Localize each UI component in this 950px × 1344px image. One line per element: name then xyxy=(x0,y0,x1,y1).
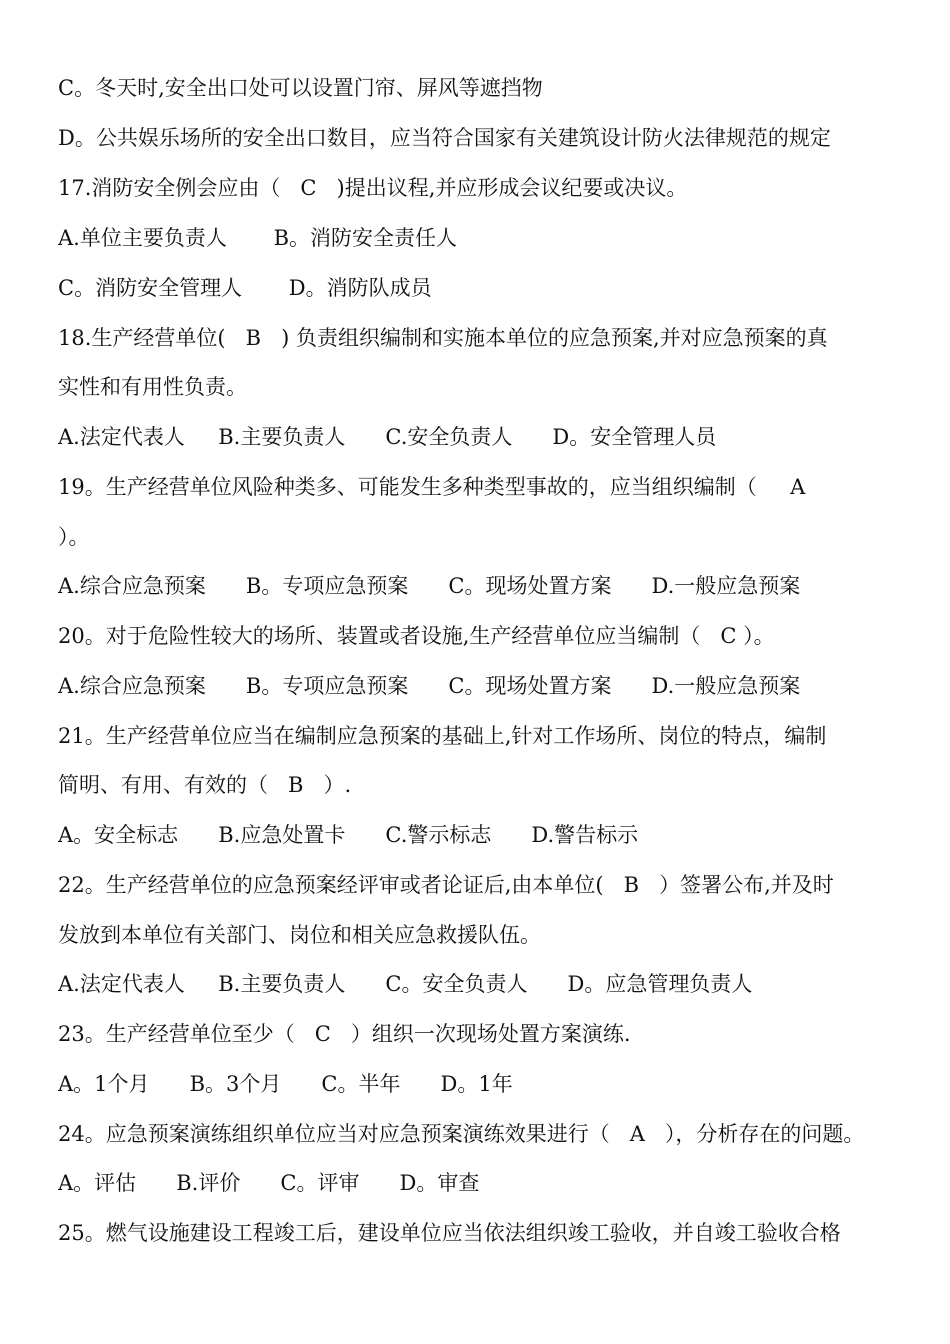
question-24: 24。应急预案演练组织单位应当对应急预案演练效果进行（ A ），分析存在的问题。 xyxy=(58,1122,865,1146)
question-21: 21。生产经营单位应当在编制应急预案的基础上,针对工作场所、岗位的特点，编制 xyxy=(58,724,827,748)
options-17-c-d: C。消防安全管理人 D。消防队成员 xyxy=(58,276,432,300)
options-19: A.综合应急预案 B。专项应急预案 C。现场处置方案 D.一般应急预案 xyxy=(58,574,801,598)
question-17: 17.消防安全例会应由（ C )提出议程,并应形成会议纪要或决议。 xyxy=(58,176,688,200)
question-18-cont: 实性和有用性负责。 xyxy=(58,375,247,399)
options-20: A.综合应急预案 B。专项应急预案 C。现场处置方案 D.一般应急预案 xyxy=(58,674,801,698)
question-19: 19。生产经营单位风险种类多、可能发生多种类型事故的，应当组织编制（ A xyxy=(58,475,806,499)
question-18: 18.生产经营单位( B ) 负责组织编制和实施本单位的应急预案,并对应急预案的真 xyxy=(58,326,828,350)
options-18: A.法定代表人 B.主要负责人 C.安全负责人 D。安全管理人员 xyxy=(58,425,717,449)
question-22: 22。生产经营单位的应急预案经评审或者论证后,由本单位( B ）签署公布,并及时 xyxy=(58,873,834,897)
question-23: 23。生产经营单位至少（ C ）组织一次现场处置方案演练. xyxy=(58,1022,631,1046)
options-21: A。安全标志 B.应急处置卡 C.警示标志 D.警告标示 xyxy=(58,823,639,847)
question-21-cont: 简明、有用、有效的（ B ）. xyxy=(58,773,352,797)
options-17-a-b: A.单位主要负责人 B。消防安全责任人 xyxy=(58,226,457,250)
question-20: 20。对于危险性较大的场所、装置或者设施,生产经营单位应当编制（ C ）。 xyxy=(58,624,775,648)
question-25: 25。燃气设施建设工程竣工后，建设单位应当依法组织竣工验收，并自竣工验收合格 xyxy=(58,1221,841,1245)
options-22: A.法定代表人 B.主要负责人 C。安全负责人 D。应急管理负责人 xyxy=(58,972,753,996)
options-23: A。1个月 B。3个月 C。半年 D。1年 xyxy=(58,1072,513,1096)
text-line-2: D。公共娱乐场所的安全出口数目，应当符合国家有关建筑设计防火法律规范的规定 xyxy=(58,126,831,150)
options-24: A。评估 B.评价 C。评审 D。审查 xyxy=(58,1171,480,1195)
question-22-cont: 发放到本单位有关部门、岗位和相关应急救援队伍。 xyxy=(58,923,541,947)
question-19-cont: ）。 xyxy=(58,525,90,549)
text-line-1: C。冬天时,安全出口处可以设置门帘、屏风等遮挡物 xyxy=(58,76,543,100)
